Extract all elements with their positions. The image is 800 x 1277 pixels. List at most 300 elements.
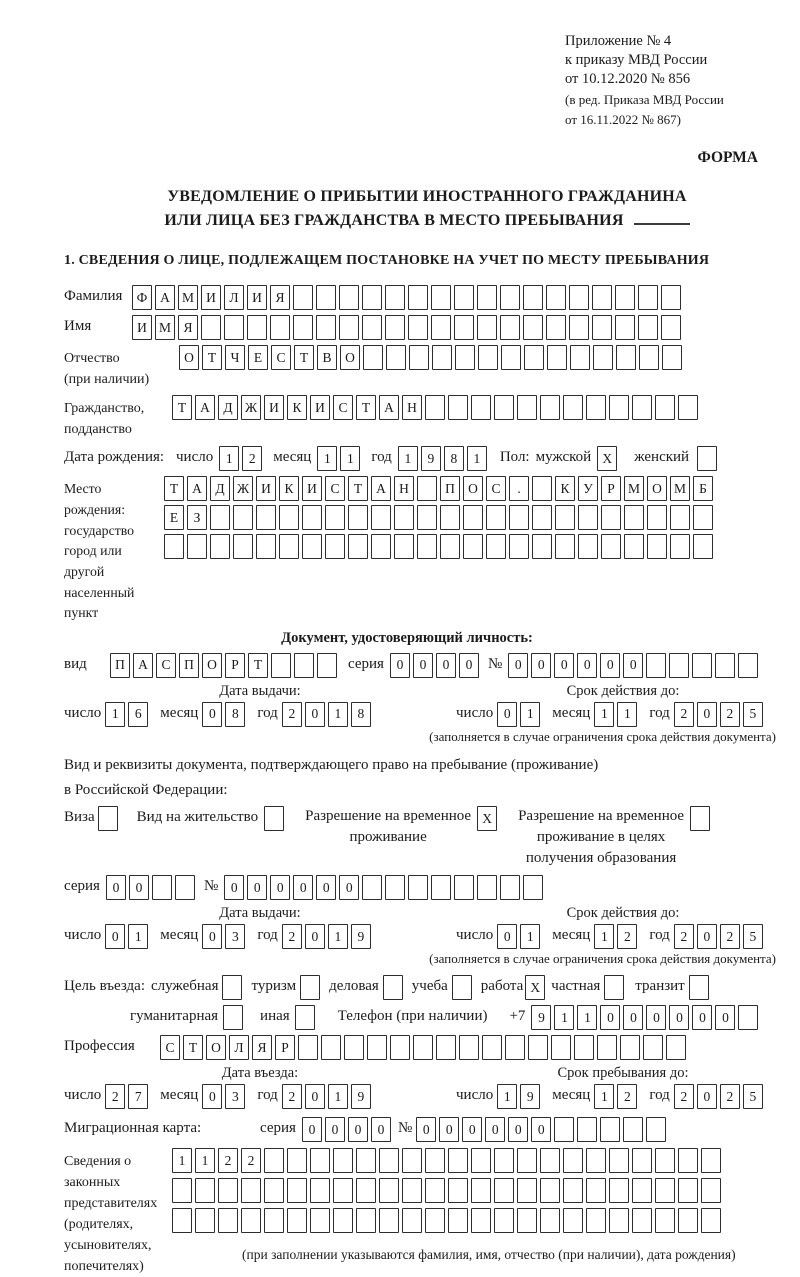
form-cell[interactable] <box>333 1208 353 1233</box>
form-cell[interactable] <box>325 534 345 559</box>
form-cell[interactable]: 2 <box>720 1084 740 1109</box>
form-cell[interactable] <box>655 1178 675 1203</box>
form-cell[interactable] <box>310 1148 330 1173</box>
form-cell[interactable]: 0 <box>105 924 125 949</box>
form-cell[interactable]: Я <box>252 1035 272 1060</box>
form-cell[interactable] <box>390 1035 410 1060</box>
form-cell[interactable] <box>463 505 483 530</box>
form-cell[interactable]: 2 <box>282 702 302 727</box>
form-cell[interactable] <box>210 505 230 530</box>
form-cell[interactable] <box>478 345 498 370</box>
form-cell[interactable] <box>362 315 382 340</box>
form-cell[interactable] <box>563 1148 583 1173</box>
form-cell[interactable] <box>333 1178 353 1203</box>
form-cell[interactable] <box>385 285 405 310</box>
form-cell[interactable] <box>678 395 698 420</box>
form-cell[interactable]: Т <box>248 653 268 678</box>
form-cell[interactable] <box>661 315 681 340</box>
form-cell[interactable]: С <box>271 345 291 370</box>
form-cell[interactable]: А <box>379 395 399 420</box>
form-cell[interactable] <box>477 285 497 310</box>
form-cell[interactable]: 0 <box>390 653 410 678</box>
form-cell[interactable] <box>517 1148 537 1173</box>
form-cell[interactable] <box>662 345 682 370</box>
form-cell[interactable] <box>574 1035 594 1060</box>
form-cell[interactable]: М <box>178 285 198 310</box>
form-cell[interactable]: Т <box>294 345 314 370</box>
form-cell[interactable] <box>367 1035 387 1060</box>
form-cell[interactable] <box>417 534 437 559</box>
form-cell[interactable]: Т <box>202 345 222 370</box>
form-cell[interactable] <box>321 1035 341 1060</box>
form-cell[interactable]: Р <box>601 476 621 501</box>
form-cell[interactable] <box>597 1035 617 1060</box>
form-cell[interactable]: 2 <box>241 1148 261 1173</box>
form-cell[interactable]: Т <box>164 476 184 501</box>
form-cell[interactable]: В <box>317 345 337 370</box>
form-cell[interactable] <box>528 1035 548 1060</box>
form-cell[interactable]: 1 <box>105 702 125 727</box>
form-cell[interactable]: 2 <box>242 446 262 471</box>
form-cell[interactable] <box>624 505 644 530</box>
form-cell[interactable] <box>532 505 552 530</box>
form-cell[interactable] <box>523 285 543 310</box>
form-cell[interactable] <box>264 1148 284 1173</box>
form-cell[interactable] <box>486 505 506 530</box>
form-cell[interactable]: 1 <box>340 446 360 471</box>
form-cell[interactable] <box>279 505 299 530</box>
form-cell[interactable]: 1 <box>172 1148 192 1173</box>
form-cell[interactable] <box>371 505 391 530</box>
form-cell[interactable] <box>701 1148 721 1173</box>
form-cell[interactable]: 2 <box>218 1148 238 1173</box>
form-cell[interactable] <box>431 285 451 310</box>
form-cell[interactable] <box>532 476 552 501</box>
form-cell[interactable] <box>632 1208 652 1233</box>
form-cell[interactable] <box>385 315 405 340</box>
form-cell[interactable] <box>293 315 313 340</box>
form-cell[interactable]: Е <box>248 345 268 370</box>
form-cell[interactable] <box>592 315 612 340</box>
form-cell[interactable]: И <box>256 476 276 501</box>
form-cell[interactable]: 0 <box>270 875 290 900</box>
form-cell[interactable] <box>471 395 491 420</box>
form-cell[interactable]: О <box>340 345 360 370</box>
form-cell[interactable] <box>616 345 636 370</box>
form-cell[interactable] <box>577 1117 597 1142</box>
form-cell[interactable] <box>638 285 658 310</box>
form-cell[interactable] <box>586 395 606 420</box>
form-cell[interactable] <box>187 534 207 559</box>
form-cell[interactable] <box>287 1148 307 1173</box>
form-cell[interactable]: П <box>179 653 199 678</box>
form-cell[interactable]: 1 <box>594 702 614 727</box>
form-cell[interactable] <box>383 975 403 1000</box>
form-cell[interactable] <box>738 653 758 678</box>
form-cell[interactable]: 2 <box>674 924 694 949</box>
form-cell[interactable] <box>547 345 567 370</box>
form-cell[interactable] <box>295 1005 315 1030</box>
form-cell[interactable]: 3 <box>225 924 245 949</box>
form-cell[interactable] <box>604 975 624 1000</box>
form-cell[interactable] <box>218 1208 238 1233</box>
form-cell[interactable] <box>339 315 359 340</box>
form-cell[interactable] <box>287 1208 307 1233</box>
form-cell[interactable]: 8 <box>225 702 245 727</box>
form-cell[interactable] <box>413 1035 433 1060</box>
form-cell[interactable]: Я <box>270 285 290 310</box>
form-cell[interactable]: X <box>477 806 497 831</box>
form-cell[interactable]: О <box>206 1035 226 1060</box>
form-cell[interactable] <box>609 1148 629 1173</box>
form-cell[interactable] <box>448 1148 468 1173</box>
form-cell[interactable]: 0 <box>508 653 528 678</box>
form-cell[interactable]: 5 <box>743 702 763 727</box>
form-cell[interactable] <box>195 1208 215 1233</box>
form-cell[interactable] <box>241 1178 261 1203</box>
form-cell[interactable]: 0 <box>623 1005 643 1030</box>
form-cell[interactable]: 1 <box>328 702 348 727</box>
form-cell[interactable] <box>264 1178 284 1203</box>
form-cell[interactable] <box>459 1035 479 1060</box>
form-cell[interactable]: О <box>179 345 199 370</box>
form-cell[interactable]: 0 <box>224 875 244 900</box>
form-cell[interactable]: 2 <box>282 1084 302 1109</box>
form-cell[interactable]: 0 <box>459 653 479 678</box>
form-cell[interactable]: 2 <box>674 702 694 727</box>
form-cell[interactable]: 9 <box>351 1084 371 1109</box>
form-cell[interactable] <box>554 1117 574 1142</box>
form-cell[interactable] <box>271 653 291 678</box>
form-cell[interactable] <box>270 315 290 340</box>
form-cell[interactable]: 2 <box>720 924 740 949</box>
form-cell[interactable] <box>643 1035 663 1060</box>
form-cell[interactable] <box>172 1178 192 1203</box>
form-cell[interactable]: 6 <box>128 702 148 727</box>
form-cell[interactable] <box>517 1208 537 1233</box>
form-cell[interactable]: Т <box>356 395 376 420</box>
form-cell[interactable]: 1 <box>328 1084 348 1109</box>
form-cell[interactable] <box>620 1035 640 1060</box>
form-cell[interactable]: 9 <box>351 924 371 949</box>
form-cell[interactable]: . <box>509 476 529 501</box>
form-cell[interactable] <box>425 1178 445 1203</box>
form-cell[interactable]: П <box>110 653 130 678</box>
form-cell[interactable] <box>678 1178 698 1203</box>
form-cell[interactable] <box>592 285 612 310</box>
form-cell[interactable] <box>601 534 621 559</box>
form-cell[interactable]: М <box>670 476 690 501</box>
form-cell[interactable]: 5 <box>743 924 763 949</box>
form-cell[interactable] <box>697 446 717 471</box>
form-cell[interactable] <box>692 653 712 678</box>
form-cell[interactable] <box>563 395 583 420</box>
form-cell[interactable]: З <box>187 505 207 530</box>
form-cell[interactable] <box>256 534 276 559</box>
form-cell[interactable]: 1 <box>577 1005 597 1030</box>
form-cell[interactable] <box>256 505 276 530</box>
form-cell[interactable] <box>371 534 391 559</box>
form-cell[interactable] <box>693 505 713 530</box>
form-cell[interactable]: 0 <box>202 702 222 727</box>
form-cell[interactable]: С <box>156 653 176 678</box>
form-cell[interactable] <box>379 1178 399 1203</box>
form-cell[interactable]: 0 <box>497 702 517 727</box>
form-cell[interactable] <box>333 1148 353 1173</box>
form-cell[interactable] <box>402 1148 422 1173</box>
form-cell[interactable] <box>455 345 475 370</box>
form-cell[interactable]: 0 <box>554 653 574 678</box>
form-cell[interactable] <box>666 1035 686 1060</box>
form-cell[interactable] <box>494 1208 514 1233</box>
form-cell[interactable] <box>222 975 242 1000</box>
form-cell[interactable] <box>224 315 244 340</box>
form-cell[interactable]: 0 <box>436 653 456 678</box>
form-cell[interactable] <box>302 534 322 559</box>
form-cell[interactable]: 5 <box>743 1084 763 1109</box>
form-cell[interactable] <box>524 345 544 370</box>
form-cell[interactable] <box>632 395 652 420</box>
form-cell[interactable] <box>689 975 709 1000</box>
form-cell[interactable] <box>463 534 483 559</box>
form-cell[interactable] <box>609 1208 629 1233</box>
form-cell[interactable] <box>316 315 336 340</box>
form-cell[interactable] <box>385 875 405 900</box>
form-cell[interactable]: О <box>202 653 222 678</box>
form-cell[interactable] <box>408 315 428 340</box>
form-cell[interactable]: 8 <box>351 702 371 727</box>
form-cell[interactable] <box>409 345 429 370</box>
form-cell[interactable] <box>655 395 675 420</box>
form-cell[interactable]: Л <box>229 1035 249 1060</box>
form-cell[interactable]: 1 <box>520 702 540 727</box>
form-cell[interactable] <box>546 285 566 310</box>
form-cell[interactable] <box>98 806 118 831</box>
form-cell[interactable]: 0 <box>697 924 717 949</box>
form-cell[interactable] <box>394 534 414 559</box>
form-cell[interactable] <box>551 1035 571 1060</box>
form-cell[interactable] <box>509 505 529 530</box>
form-cell[interactable] <box>241 1208 261 1233</box>
form-cell[interactable] <box>615 315 635 340</box>
form-cell[interactable] <box>448 1208 468 1233</box>
form-cell[interactable] <box>348 505 368 530</box>
form-cell[interactable]: И <box>310 395 330 420</box>
form-cell[interactable]: 0 <box>697 702 717 727</box>
form-cell[interactable]: 2 <box>617 924 637 949</box>
form-cell[interactable]: 0 <box>600 1005 620 1030</box>
form-cell[interactable] <box>670 534 690 559</box>
form-cell[interactable] <box>264 806 284 831</box>
form-cell[interactable]: М <box>155 315 175 340</box>
form-cell[interactable] <box>300 975 320 1000</box>
form-cell[interactable]: 0 <box>413 653 433 678</box>
form-cell[interactable]: М <box>624 476 644 501</box>
form-cell[interactable]: 0 <box>106 875 126 900</box>
form-cell[interactable] <box>344 1035 364 1060</box>
form-cell[interactable]: А <box>133 653 153 678</box>
form-cell[interactable] <box>532 534 552 559</box>
form-cell[interactable] <box>569 315 589 340</box>
form-cell[interactable] <box>223 1005 243 1030</box>
form-cell[interactable]: 0 <box>715 1005 735 1030</box>
form-cell[interactable] <box>316 285 336 310</box>
form-cell[interactable]: У <box>578 476 598 501</box>
form-cell[interactable] <box>431 315 451 340</box>
form-cell[interactable] <box>425 1148 445 1173</box>
form-cell[interactable] <box>563 1178 583 1203</box>
form-cell[interactable] <box>452 975 472 1000</box>
form-cell[interactable]: 0 <box>371 1117 391 1142</box>
form-cell[interactable] <box>218 1178 238 1203</box>
form-cell[interactable] <box>486 534 506 559</box>
form-cell[interactable]: 1 <box>617 702 637 727</box>
form-cell[interactable]: Р <box>225 653 245 678</box>
form-cell[interactable] <box>440 534 460 559</box>
form-cell[interactable]: Д <box>210 476 230 501</box>
form-cell[interactable] <box>164 534 184 559</box>
form-cell[interactable] <box>540 1148 560 1173</box>
form-cell[interactable]: 1 <box>520 924 540 949</box>
form-cell[interactable]: 0 <box>305 924 325 949</box>
form-cell[interactable] <box>417 505 437 530</box>
form-cell[interactable]: А <box>371 476 391 501</box>
form-cell[interactable] <box>310 1208 330 1233</box>
form-cell[interactable] <box>402 1208 422 1233</box>
form-cell[interactable] <box>505 1035 525 1060</box>
form-cell[interactable] <box>233 534 253 559</box>
form-cell[interactable]: К <box>287 395 307 420</box>
form-cell[interactable] <box>701 1178 721 1203</box>
form-cell[interactable] <box>494 395 514 420</box>
form-cell[interactable] <box>586 1178 606 1203</box>
form-cell[interactable] <box>500 315 520 340</box>
form-cell[interactable]: 0 <box>316 875 336 900</box>
form-cell[interactable] <box>386 345 406 370</box>
form-cell[interactable] <box>647 534 667 559</box>
form-cell[interactable] <box>379 1148 399 1173</box>
form-cell[interactable] <box>500 285 520 310</box>
form-cell[interactable] <box>356 1148 376 1173</box>
form-cell[interactable] <box>738 1005 758 1030</box>
form-cell[interactable]: 1 <box>328 924 348 949</box>
form-cell[interactable]: 2 <box>282 924 302 949</box>
form-cell[interactable] <box>210 534 230 559</box>
form-cell[interactable] <box>563 1208 583 1233</box>
form-cell[interactable] <box>363 345 383 370</box>
form-cell[interactable]: А <box>187 476 207 501</box>
form-cell[interactable]: 8 <box>444 446 464 471</box>
form-cell[interactable] <box>540 1208 560 1233</box>
form-cell[interactable]: Ч <box>225 345 245 370</box>
form-cell[interactable] <box>379 1208 399 1233</box>
form-cell[interactable]: 0 <box>623 653 643 678</box>
form-cell[interactable] <box>471 1148 491 1173</box>
form-cell[interactable] <box>302 505 322 530</box>
form-cell[interactable] <box>394 505 414 530</box>
form-cell[interactable]: Я <box>178 315 198 340</box>
form-cell[interactable]: И <box>132 315 152 340</box>
form-cell[interactable]: С <box>160 1035 180 1060</box>
form-cell[interactable]: Н <box>402 395 422 420</box>
form-cell[interactable]: 0 <box>646 1005 666 1030</box>
form-cell[interactable] <box>546 315 566 340</box>
form-cell[interactable] <box>578 534 598 559</box>
form-cell[interactable]: С <box>325 476 345 501</box>
form-cell[interactable] <box>632 1148 652 1173</box>
form-cell[interactable] <box>408 875 428 900</box>
form-cell[interactable] <box>715 653 735 678</box>
form-cell[interactable]: И <box>264 395 284 420</box>
form-cell[interactable]: 0 <box>247 875 267 900</box>
form-cell[interactable] <box>647 505 667 530</box>
form-cell[interactable]: 1 <box>317 446 337 471</box>
form-cell[interactable]: 1 <box>554 1005 574 1030</box>
form-cell[interactable] <box>624 534 644 559</box>
form-cell[interactable] <box>500 875 520 900</box>
form-cell[interactable]: Б <box>693 476 713 501</box>
form-cell[interactable]: 1 <box>467 446 487 471</box>
form-cell[interactable] <box>639 345 659 370</box>
form-cell[interactable] <box>417 476 437 501</box>
form-cell[interactable] <box>152 875 172 900</box>
form-cell[interactable] <box>623 1117 643 1142</box>
form-cell[interactable] <box>402 1178 422 1203</box>
form-cell[interactable]: 0 <box>416 1117 436 1142</box>
form-cell[interactable] <box>454 315 474 340</box>
form-cell[interactable] <box>540 395 560 420</box>
form-cell[interactable] <box>586 1148 606 1173</box>
form-cell[interactable]: 0 <box>697 1084 717 1109</box>
form-cell[interactable]: П <box>440 476 460 501</box>
form-cell[interactable] <box>264 1208 284 1233</box>
form-cell[interactable]: А <box>155 285 175 310</box>
form-cell[interactable] <box>693 534 713 559</box>
form-cell[interactable] <box>247 315 267 340</box>
form-cell[interactable] <box>609 1178 629 1203</box>
form-cell[interactable]: 0 <box>577 653 597 678</box>
form-cell[interactable]: И <box>247 285 267 310</box>
form-cell[interactable] <box>425 1208 445 1233</box>
form-cell[interactable]: 0 <box>202 1084 222 1109</box>
form-cell[interactable] <box>356 1178 376 1203</box>
form-cell[interactable] <box>609 395 629 420</box>
form-cell[interactable] <box>356 1208 376 1233</box>
form-cell[interactable]: С <box>333 395 353 420</box>
form-cell[interactable] <box>477 315 497 340</box>
form-cell[interactable]: 1 <box>398 446 418 471</box>
form-cell[interactable]: 0 <box>508 1117 528 1142</box>
form-cell[interactable]: 0 <box>439 1117 459 1142</box>
form-cell[interactable] <box>523 315 543 340</box>
form-cell[interactable] <box>310 1178 330 1203</box>
form-cell[interactable] <box>646 1117 666 1142</box>
form-cell[interactable]: 0 <box>293 875 313 900</box>
form-cell[interactable]: 0 <box>485 1117 505 1142</box>
form-cell[interactable] <box>600 1117 620 1142</box>
form-cell[interactable] <box>440 505 460 530</box>
form-cell[interactable] <box>448 395 468 420</box>
form-cell[interactable] <box>279 534 299 559</box>
form-cell[interactable] <box>293 285 313 310</box>
form-cell[interactable]: 2 <box>674 1084 694 1109</box>
form-cell[interactable] <box>670 505 690 530</box>
form-cell[interactable]: 0 <box>531 1117 551 1142</box>
form-cell[interactable]: 1 <box>195 1148 215 1173</box>
form-cell[interactable] <box>425 395 445 420</box>
form-cell[interactable] <box>586 1208 606 1233</box>
form-cell[interactable] <box>448 1178 468 1203</box>
